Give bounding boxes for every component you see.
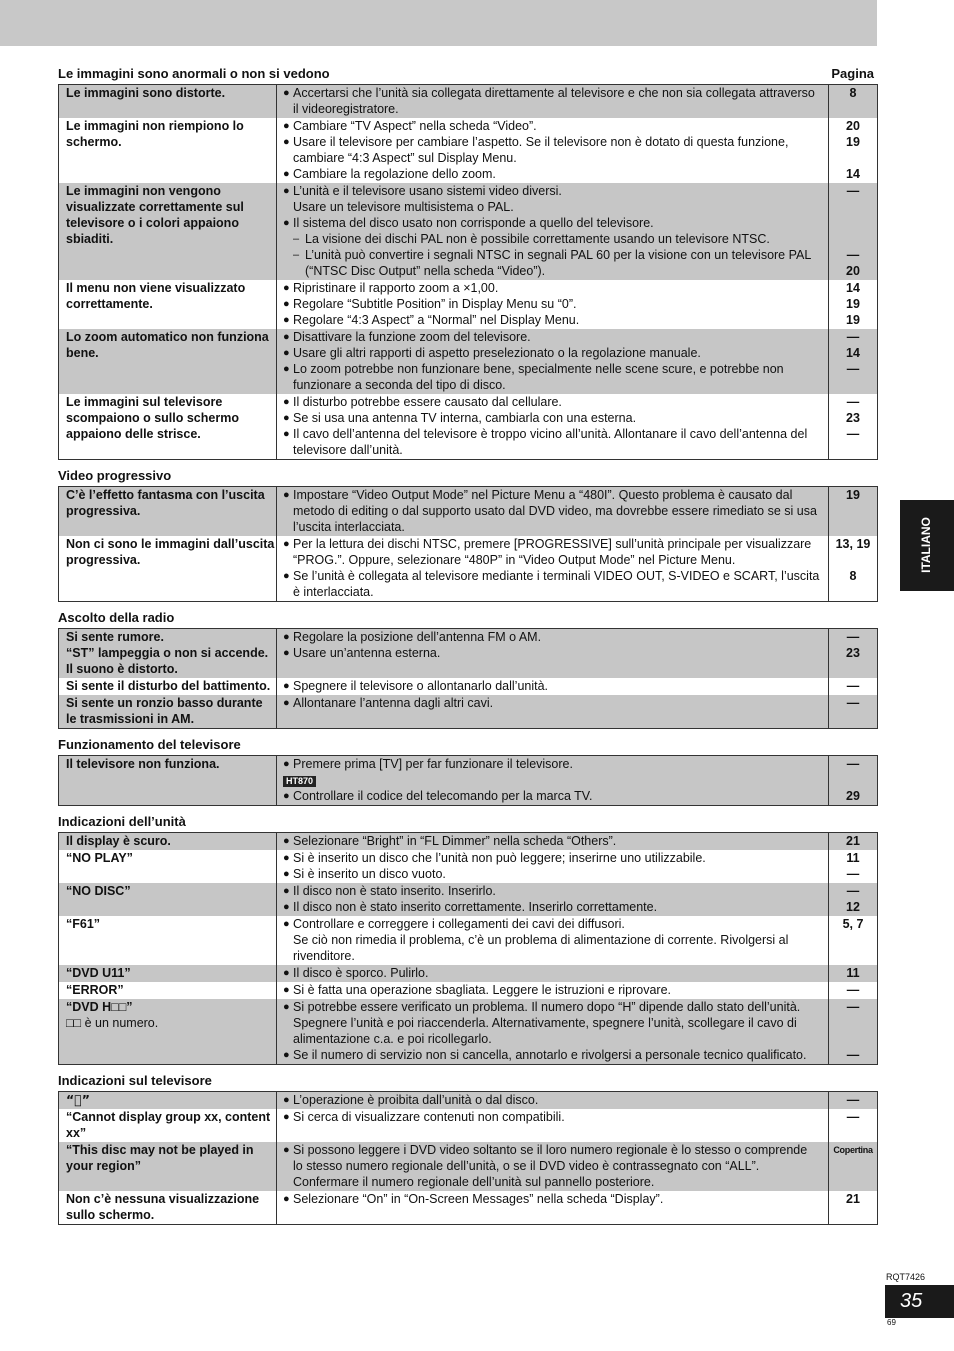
bullet-icon: ●: [283, 396, 290, 408]
page-ref: —: [846, 983, 860, 997]
bullet-icon: ●: [283, 697, 290, 709]
problem-cell: Il televisore non funziona.: [59, 756, 277, 806]
prohibited-icon: “⃠”: [59, 1092, 277, 1110]
bullet-icon: ●: [283, 1094, 290, 1106]
problem-cell: “NO PLAY”: [66, 851, 133, 865]
page-cell: [829, 999, 878, 1065]
problem-cell: “DVD U11”: [59, 965, 277, 982]
problem-cell: Le immagini sono distorte.: [59, 85, 277, 119]
solution-text: Allontanare l’antenna dagli altri cavi.: [293, 696, 494, 710]
page-cell: [829, 329, 878, 394]
page-ref: 23: [846, 646, 860, 660]
solution-text: Il disco è sporco. Pulirlo.: [293, 966, 429, 980]
solution-text: Cambiare “TV Aspect” nella scheda “Video”.: [293, 119, 537, 133]
table-row: [59, 982, 878, 999]
solution-text: Se l’unità è collegata al televisore mediante i terminali VIDEO OUT, S-VIDEO e SCART, l’uscita è interlacciata.: [293, 569, 820, 599]
bullet-icon: ●: [283, 217, 290, 229]
problem-cell: “NO DISC”: [59, 883, 277, 916]
page-ref: —: [846, 1110, 860, 1124]
bullet-icon: ●: [283, 363, 290, 375]
bullet-icon: ●: [283, 347, 290, 359]
problem-cell: Non c’è nessuna visualizzazione sullo schermo.: [66, 1192, 260, 1222]
table-row: [59, 85, 878, 119]
table-row: [59, 850, 878, 883]
table-row: [59, 965, 878, 982]
section-title: Funzionamento del televisore: [58, 737, 241, 752]
problem-cell: “This disc may not be played in your region”: [59, 1142, 277, 1191]
solution-text: Regolare “4:3 Aspect” a “Normal” nel Display Menu.: [293, 313, 580, 327]
page-ref: 19: [846, 135, 860, 149]
section-header: [58, 64, 878, 81]
table-row: [59, 695, 878, 729]
bullet-icon: ●: [283, 298, 290, 310]
solution-text: Usare un’antenna esterna.: [293, 646, 441, 660]
solution-cell: [277, 1191, 829, 1225]
table-row: [59, 487, 878, 537]
solution-cell: [277, 183, 829, 280]
page-ref: 11: [846, 851, 860, 865]
page-ref: [829, 215, 877, 231]
bullet-icon: ●: [283, 1001, 290, 1013]
page-cell: [829, 916, 878, 965]
bullet-icon: ●: [283, 790, 290, 802]
solution-cell: [277, 833, 829, 851]
bullet-icon: ●: [283, 314, 290, 326]
page-ref: 5, 7: [842, 917, 864, 931]
problem-cell: Si sente il disturbo del battimento.: [66, 679, 271, 693]
bullet-icon: ●: [283, 87, 290, 99]
page-ref: —: [846, 757, 860, 771]
troubleshooting-table: [58, 486, 878, 602]
solution-cell: [277, 280, 829, 329]
table-row: [59, 999, 878, 1065]
bullet-icon: ●: [283, 758, 290, 770]
page-cell: [829, 1191, 878, 1225]
problem-cell: C’è l’effetto fantasma con l’uscita progressiva.: [59, 487, 277, 537]
table-row: [59, 394, 878, 460]
page-ref: [829, 552, 877, 568]
problem-cell: “F61”: [66, 917, 101, 931]
troubleshooting-table: [58, 84, 878, 460]
bullet-icon: ●: [283, 984, 290, 996]
troubleshooting-table: [58, 755, 878, 806]
page-ref: [829, 772, 877, 788]
table-row: [59, 833, 878, 851]
solution-text: Il cavo dell’antenna del televisore è troppo vicino all’unità. Allontanare il cavo dell’antenna del televisore dall’unità.: [293, 427, 808, 457]
bullet-icon: ●: [283, 631, 290, 643]
table-row: [59, 916, 878, 965]
page-ref: 12: [846, 900, 860, 914]
solution-text: Il sistema del disco usato non corrisponde a quello del televisore.: [293, 216, 654, 230]
bullet-icon: ●: [283, 868, 290, 880]
table-row: [59, 280, 878, 329]
section-title: Video progressivo: [58, 468, 172, 483]
solution-cell: [277, 394, 829, 460]
section-header: [58, 735, 878, 752]
page-ref: 11: [846, 966, 860, 980]
bullet-icon: ●: [283, 489, 290, 501]
troubleshooting-table: [58, 1091, 878, 1225]
page-ref: 14: [846, 281, 860, 295]
troubleshooting-table: [58, 832, 878, 1065]
bullet-icon: ●: [283, 331, 290, 343]
page-cell: [829, 982, 878, 999]
solution-text: L’unità può convertire i segnali NTSC in segnali PAL 60 per la visione con un televisore PAL (“NTSC Disc Output” nella scheda “Video”).: [305, 248, 811, 278]
solution-text: L’operazione è proibita dall’unità o dal disco.: [293, 1093, 539, 1107]
page-ref: —: [846, 330, 860, 344]
page-cell: [829, 965, 878, 982]
page-cell: [829, 118, 878, 183]
solution-text: Premere prima [TV] per far funzionare il televisore.: [293, 757, 573, 771]
table-row: [59, 536, 878, 602]
page-cell: [829, 487, 878, 537]
page-ref: 13, 19: [835, 537, 871, 551]
page-cell: [829, 85, 878, 119]
page-ref: 19: [846, 488, 860, 502]
page-cell: [829, 536, 878, 602]
solution-text: La visione dei dischi PAL non è possibile correttamente usando un televisore NTSC.: [305, 232, 770, 246]
bullet-icon: ●: [283, 428, 290, 440]
solution-text: Se ciò non rimedia il problema, c’è un problema di alimentazione di corrente. Rivolgersi al rivenditore.: [293, 933, 789, 963]
page-cell: [829, 678, 878, 695]
solution-text: Lo zoom potrebbe non funzionare bene, specialmente nelle scene scure, e potrebbe non funzionare a seconda del tipo di disco.: [293, 362, 784, 392]
bullet-icon: ●: [283, 967, 290, 979]
solution-text: Si potrebbe essere verificato un problema. Il numero dopo “H” dipende dallo stato dell’unità. Spegnere l’unità e poi riaccenderla. Alternativamente, spegnere l’unità, scollegare il cavo di alimentazione c.a. e poi ricollegarlo.: [293, 1000, 801, 1046]
solution-text: Regolare la posizione dell’antenna FM o AM.: [293, 630, 542, 644]
page-number: 35: [885, 1285, 954, 1318]
solution-text: Usare il televisore per cambiare l’aspetto. Se il televisore non è dotato di questa funzione, cambiare “4:3 Aspect” sul Display Menu.: [293, 135, 789, 165]
solution-text: Si cerca di visualizzare contenuti non compatibili.: [293, 1110, 565, 1124]
language-tab: [900, 500, 954, 591]
table-row: [59, 629, 878, 679]
page-ref: —: [846, 696, 860, 710]
page-ref: —: [846, 867, 860, 881]
page-ref: —: [846, 362, 860, 376]
page-column-label: Pagina: [831, 66, 874, 81]
problem-cell: Le immagini sul televisore scompaiono o sullo schermo appaiono delle strisce.: [66, 395, 239, 441]
table-row: [59, 678, 878, 695]
solution-text: Selezionare “On” in “On-Screen Messages” nella scheda “Display”.: [293, 1192, 664, 1206]
solution-cell: [277, 1109, 829, 1142]
table-row: [59, 1092, 878, 1110]
table-row: [59, 756, 878, 806]
problem-cell: Il display è scuro.: [59, 833, 277, 851]
solution-cell: [277, 916, 829, 965]
dash-icon: –: [293, 233, 300, 245]
bullet-icon: ●: [283, 680, 290, 692]
page-ref: 8: [849, 86, 857, 100]
problem-cell: Le immagini non riempiono lo schermo.: [66, 119, 244, 149]
table-row: [59, 183, 878, 280]
page-ref: —: [846, 395, 860, 409]
page-ref: Copertina: [833, 1145, 873, 1155]
section-header: [58, 1071, 878, 1088]
section-title: Le immagini sono anormali o non si vedono: [58, 66, 330, 81]
solution-cell: [277, 982, 829, 999]
page-cell: [829, 756, 878, 806]
solution-cell: [277, 695, 829, 729]
bullet-icon: ●: [283, 185, 290, 197]
problem-line: “ST” lampeggia o non si accende.: [66, 646, 269, 660]
page-ref: 14: [846, 167, 860, 181]
solution-cell: [277, 629, 829, 679]
solution-cell: [277, 487, 829, 537]
bullet-icon: ●: [283, 570, 290, 582]
solution-text: Si è fatta una operazione sbagliata. Leggere le istruzioni e riprovare.: [293, 983, 672, 997]
page-ref: 14: [846, 346, 860, 360]
problem-cell: Si sente un ronzio basso durante le trasmissioni in AM.: [59, 695, 277, 729]
page-ref: —: [846, 1048, 860, 1062]
page-ref: —: [846, 630, 860, 644]
solution-text: Regolare “Subtitle Position” in Display Menu su “0”.: [293, 297, 577, 311]
bullet-icon: ●: [283, 1144, 290, 1156]
problem-note: □□ è un numero.: [66, 1016, 159, 1030]
top-header-bar: [0, 0, 877, 46]
troubleshooting-content: [58, 64, 878, 1231]
solution-text: Impostare “Video Output Mode” nel Picture Menu a “480I”. Questo problema è causato dal metodo di editing o dal supporto usato dal DVD video, ma dovrebbe essere rimediato se si usa l’uscita interlacciata.: [293, 488, 817, 534]
solution-text: Il disco non è stato inserito. Inserirlo.: [293, 884, 496, 898]
page-cell: [829, 883, 878, 916]
problem-line: “DVD H□□”: [66, 1000, 133, 1014]
solution-text: Spegnere il televisore o allontanarlo dall’unità.: [293, 679, 549, 693]
solution-text: Usare un televisore multisistema o PAL.: [293, 200, 514, 214]
page-ref: 19: [846, 297, 860, 311]
table-row: [59, 1142, 878, 1191]
page-ref: 19: [846, 313, 860, 327]
bullet-icon: ●: [283, 282, 290, 294]
page-ref: —: [846, 1000, 860, 1014]
page-ref: —: [846, 427, 860, 441]
bullet-icon: ●: [283, 538, 290, 550]
table-row: [59, 883, 878, 916]
section-header: [58, 466, 878, 483]
solution-text: Il disco non è stato inserito correttamente. Inserirlo correttamente.: [293, 900, 658, 914]
page-cell: [829, 695, 878, 729]
language-label: ITALIANO: [919, 517, 933, 573]
bullet-icon: ●: [283, 918, 290, 930]
solution-text: Selezionare “Bright” in “FL Dimmer” nella scheda “Others”.: [293, 834, 617, 848]
section-header: [58, 608, 878, 625]
bullet-icon: ●: [283, 168, 290, 180]
solution-cell: [277, 536, 829, 602]
solution-cell: [277, 678, 829, 695]
solution-cell: [277, 329, 829, 394]
table-row: [59, 118, 878, 183]
solution-text: Usare gli altri rapporti di aspetto preselezionato o la regolazione manuale.: [293, 346, 701, 360]
page-cell: [829, 280, 878, 329]
problem-cell: “ERROR”: [66, 983, 124, 997]
section-title: Indicazioni sul televisore: [58, 1073, 212, 1088]
solution-text: Disattivare la funzione zoom del televisore.: [293, 330, 531, 344]
page-cell: [829, 394, 878, 460]
page-ref: [829, 1031, 877, 1047]
problem-cell: [59, 629, 277, 679]
table-row: [59, 1191, 878, 1225]
troubleshooting-table: [58, 628, 878, 729]
solution-text: Ripristinare il rapporto zoom a ×1,00.: [293, 281, 499, 295]
solution-text: Controllare il codice del telecomando per la marca TV.: [293, 789, 593, 803]
problem-cell: Lo zoom automatico non funziona bene.: [59, 329, 277, 394]
solution-cell: [277, 1142, 829, 1191]
page-ref: —: [846, 248, 860, 262]
bullet-icon: ●: [283, 1193, 290, 1205]
page-ref: 29: [846, 789, 860, 803]
solution-text: Si è inserito un disco che l’unità non può leggere; inserirne uno utilizzabile.: [293, 851, 706, 865]
solution-cell: [277, 1092, 829, 1110]
solution-cell: [277, 118, 829, 183]
solution-cell: [277, 883, 829, 916]
section-title: Indicazioni dell’unità: [58, 814, 186, 829]
bullet-icon: ●: [283, 1111, 290, 1123]
solution-text: Il disturbo potrebbe essere causato dal cellulare.: [293, 395, 562, 409]
solution-cell: [277, 756, 829, 806]
page-cell: [829, 629, 878, 679]
section-header: [58, 812, 878, 829]
bullet-icon: ●: [283, 885, 290, 897]
page-ref: [829, 231, 877, 247]
table-row: [59, 329, 878, 394]
page-ref: 23: [846, 411, 860, 425]
dash-icon: –: [293, 249, 300, 261]
page-ref: 20: [846, 264, 860, 278]
page-cell: [829, 833, 878, 851]
page-ref: 8: [849, 569, 857, 583]
page-ref: 21: [846, 834, 860, 848]
page-ref: —: [846, 184, 860, 198]
page-cell: [829, 1092, 878, 1110]
problem-cell: Le immagini non vengono visualizzate correttamente sul televisore o i colori appaiono sbiaditi.: [59, 183, 277, 280]
page-cell: [829, 1142, 878, 1191]
solution-cell: [277, 85, 829, 119]
problem-cell: [59, 999, 277, 1065]
problem-cell: “Cannot display group xx, content xx”: [66, 1110, 271, 1140]
page-index: 69: [887, 1318, 896, 1327]
page-ref: [829, 199, 877, 215]
bullet-icon: ●: [283, 901, 290, 913]
page-ref: 21: [846, 1192, 860, 1206]
problem-line: Si sente rumore.: [66, 630, 164, 644]
page-cell: [829, 850, 878, 883]
bullet-icon: ●: [283, 1049, 290, 1061]
page-cell: [829, 1109, 878, 1142]
page-ref: [829, 150, 877, 166]
model-badge: HT870: [283, 776, 316, 787]
bullet-icon: ●: [283, 136, 290, 148]
solution-text: Controllare e correggere i collegamenti dei cavi dei diffusori.: [293, 917, 625, 931]
solution-text: Se il numero di servizio non si cancella, annotarlo e rivolgersi a personale tecnico qualificato.: [293, 1048, 807, 1062]
bullet-icon: ●: [283, 647, 290, 659]
bullet-icon: ●: [283, 412, 290, 424]
bullet-icon: ●: [283, 120, 290, 132]
solution-text: L’unità e il televisore usano sistemi video diversi.: [293, 184, 562, 198]
section-title: Ascolto della radio: [58, 610, 175, 625]
document-code: RQT7426: [886, 1272, 926, 1282]
solution-cell: [277, 965, 829, 982]
problem-cell: Non ci sono le immagini dall’uscita progressiva.: [66, 537, 275, 567]
page-ref: 20: [846, 119, 860, 133]
page-ref: —: [846, 679, 860, 693]
table-row: [59, 1109, 878, 1142]
bullet-icon: ●: [283, 852, 290, 864]
solution-cell: [277, 850, 829, 883]
page-cell: [829, 183, 878, 280]
solution-cell: [277, 999, 829, 1065]
page-ref: —: [846, 884, 860, 898]
solution-text: Per la lettura dei dischi NTSC, premere [PROGRESSIVE] sull’unità principale per visualizzare “PROG.”. Oppure, selezionare “480P” in “Video Output Mode” nel Picture Menu.: [293, 537, 812, 567]
problem-cell: Il menu non viene visualizzato correttamente.: [66, 281, 246, 311]
solution-text: Si è inserito un disco vuoto.: [293, 867, 446, 881]
solution-text: Cambiare la regolazione dello zoom.: [293, 167, 496, 181]
problem-line: Il suono è distorto.: [66, 662, 178, 676]
bullet-icon: ●: [283, 835, 290, 847]
page-ref: [829, 1015, 877, 1031]
solution-text: Accertarsi che l’unità sia collegata direttamente al televisore e che non sia collegata attraverso il videoregistratore.: [293, 86, 815, 116]
solution-text: Se si usa una antenna TV interna, cambiarla con una esterna.: [293, 411, 637, 425]
solution-text: Si possono leggere i DVD video soltanto se il loro numero regionale è lo stesso o comprende lo stesso numero regionale dell’unità, o se il DVD video è contrassegnato con “ALL”. Confermare il numero regionale dell’unità sul pannello posteriore.: [293, 1143, 808, 1189]
page-ref: —: [846, 1093, 860, 1107]
